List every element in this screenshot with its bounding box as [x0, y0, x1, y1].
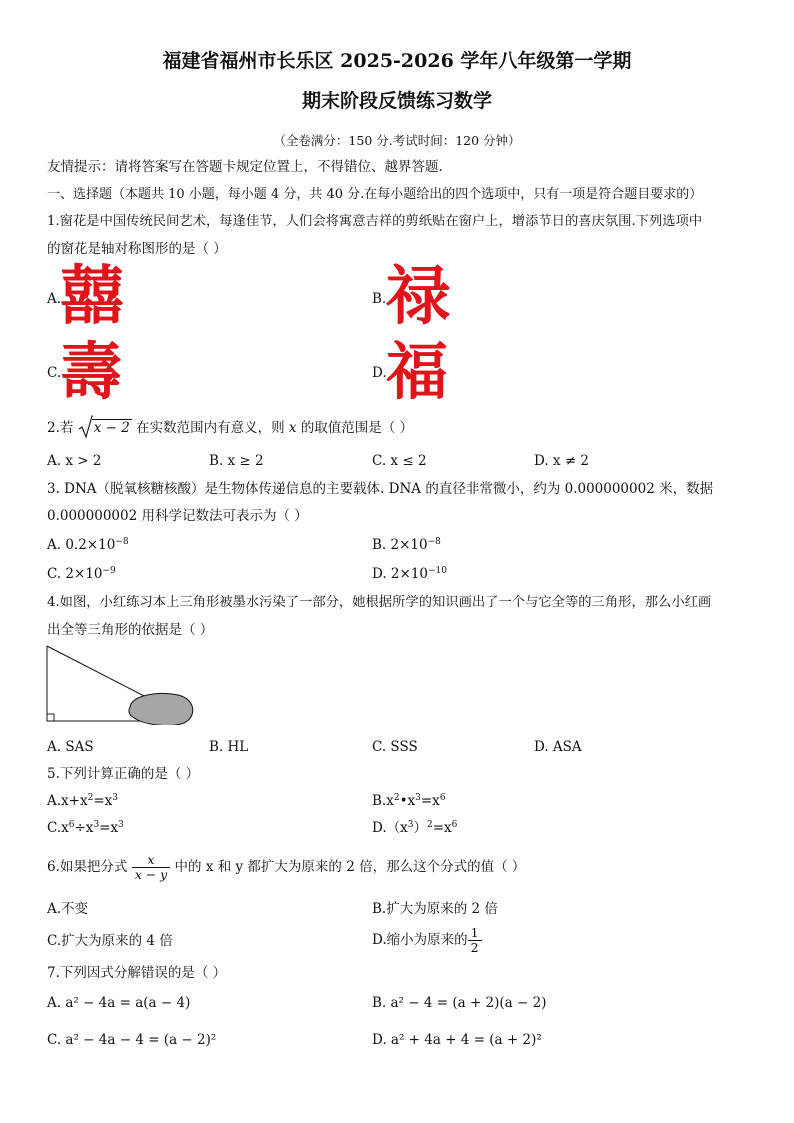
q5-option-a	[47, 792, 118, 810]
q6-option-d-text: D.缩小为原来的	[372, 932, 468, 948]
q3-option-b	[372, 536, 441, 554]
q7-option-c: C. a² − 4a − 4 = (a − 2)²	[47, 1032, 217, 1048]
q1-option-b-label: B.	[372, 291, 387, 307]
q3-option-d	[372, 565, 447, 583]
q5-option-b	[372, 792, 446, 810]
q5-option-d	[372, 819, 457, 837]
q2-option-c: C. x ≤ 2	[372, 453, 427, 469]
q3-line2: 0.000000002 用科学记数法可表示为（ ）	[47, 508, 308, 524]
q1-option-a-image: 囍	[60, 259, 124, 334]
q2-prefix: 2.若	[47, 420, 74, 436]
q5-stem: 5.下列计算正确的是（ ）	[47, 766, 200, 782]
q2-stem	[47, 419, 413, 437]
q3-option-b-exp: −8	[427, 537, 441, 547]
q3-option-c	[47, 565, 116, 583]
q2-var: x	[288, 420, 297, 436]
q5-c-5: =x	[99, 820, 119, 836]
q5-a-3: =x	[93, 793, 113, 809]
q5-c-3: ÷x	[74, 820, 94, 836]
q2-suffix: 在实数范围内有意义，则	[136, 420, 285, 436]
q1-option-c-image: 壽	[60, 335, 123, 408]
q1-option-b-image: 禄	[386, 259, 450, 334]
q5-a-4: 3	[112, 793, 118, 803]
q5-c-2: 6	[68, 820, 75, 830]
tip-text: 友情提示：请将答案写在答题卡规定位置上，不得错位、越界答题.	[47, 159, 443, 175]
q5-b-4: 3	[415, 793, 421, 803]
q7-option-b: B. a² − 4 = (a + 2)(a − 2)	[372, 995, 547, 1011]
q2-sqrt	[78, 419, 132, 437]
q5-d-3: ）	[413, 820, 427, 836]
q1-option-a-label: A.	[47, 291, 62, 307]
q3-line1: 3. DNA（脱氧核糖核酸）是生物体传递信息的主要载体. DNA 的直径非常微小，约为 0.000000002 米，数据	[47, 481, 714, 497]
q1-line2: 的窗花是轴对称图形的是（ ）	[47, 241, 227, 257]
q3-option-c-exp: −9	[102, 566, 116, 576]
q6-fraction	[132, 853, 171, 882]
q6-option-d	[372, 924, 482, 956]
q5-c-1: C.x	[47, 820, 69, 836]
q4-option-a: A. SAS	[47, 739, 94, 755]
sqrt-sign-icon	[78, 415, 93, 439]
q5-d-5: =x	[432, 820, 452, 836]
q6-prefix: 6.如果把分式	[47, 859, 128, 875]
q1-option-d-label: D.	[372, 365, 387, 381]
q5-b-2: 2	[393, 793, 400, 803]
q6-option-b: B.扩大为原来的 2 倍	[372, 901, 498, 917]
q4-line2: 出全等三角形的依据是（ ）	[47, 622, 214, 638]
q2-suffix2: 的取值范围是（ ）	[300, 420, 414, 436]
q6-frac-num: x	[132, 853, 171, 868]
q5-option-c	[47, 819, 124, 837]
q3-option-c-text: C. 2×10	[47, 566, 103, 582]
q3-option-a-exp: −8	[115, 537, 129, 547]
q7-option-d: D. a² + 4a + 4 = (a + 2)²	[372, 1032, 542, 1048]
q4-option-d: D. ASA	[534, 739, 582, 755]
page-title-line1: 福建省福州市长乐区 2025-2026 学年八年级第一学期	[162, 50, 632, 72]
q5-b-6: 6	[439, 793, 446, 803]
q6-frac-den: x − y	[134, 867, 168, 882]
q5-d-2: 3	[407, 820, 414, 830]
q1-line1: 1.窗花是中国传统民间艺术，每逢佳节，人们会将寓意吉祥的剪纸贴在窗户上，增添节日的喜庆氛围.下列选项中	[47, 214, 703, 229]
q2-option-d: D. x ≠ 2	[534, 453, 590, 469]
q2-option-b: B. x ≥ 2	[209, 453, 264, 469]
q5-c-4: 3	[93, 820, 100, 830]
q1-option-c-label: C.	[47, 365, 62, 381]
q4-line1: 4.如图，小红练习本上三角形被墨水污染了一部分，她根据所学的知识画出了一个与它全等的三角形，那么小红画	[47, 595, 712, 610]
q6-stem	[47, 850, 525, 884]
q4-option-b: B. HL	[209, 739, 249, 755]
q6-option-a: A.不变	[47, 901, 89, 917]
q3-option-a-text: A. 0.2×10	[47, 537, 116, 553]
q3-option-d-text: D. 2×10	[372, 566, 429, 582]
q6-d-frac-den: 2	[470, 940, 479, 955]
q5-d-4: 2	[426, 820, 433, 830]
q5-c-6: 3	[118, 820, 124, 830]
q5-a-1: A.x+x	[47, 793, 88, 809]
q5-d-1: D.（x	[372, 820, 408, 836]
q6-suffix: 中的 x 和 y 都扩大为原来的 2 倍，那么这个分式的值（ ）	[174, 859, 526, 875]
q5-d-6: 6	[451, 820, 458, 830]
q5-a-2: 2	[87, 793, 94, 803]
q3-option-d-exp: −10	[428, 566, 448, 576]
q2-radicand: x − 2	[93, 420, 130, 436]
triangle-figure-icon	[47, 646, 193, 725]
exam-info: （全卷满分：150 分.考试时间：120 分钟）	[273, 133, 521, 148]
q4-triangle-figure	[46, 645, 198, 725]
q6-option-d-frac	[468, 926, 482, 955]
q1-option-d-image: 福	[386, 335, 449, 408]
q2-option-a: A. x > 2	[47, 453, 102, 469]
q6-d-frac-num: 1	[468, 926, 482, 941]
page-title-line2: 期末阶段反馈练习数学	[301, 90, 492, 112]
q7-option-a: A. a² − 4a = a(a − 4)	[47, 995, 191, 1011]
q7-stem: 7.下列因式分解错误的是（ ）	[47, 965, 227, 981]
q5-b-5: =x	[420, 793, 440, 809]
q3-option-a	[47, 536, 129, 554]
q5-b-3: •x	[399, 793, 416, 809]
q3-option-b-text: B. 2×10	[372, 537, 428, 553]
q5-b-1: B.x	[372, 793, 394, 809]
q4-option-c: C. SSS	[372, 739, 418, 755]
section1-heading: 一、选择题（本题共 10 小题，每小题 4 分，共 40 分.在每小题给出的四个选项中，只有一项是符合题目要求的）	[47, 187, 703, 202]
q6-option-c: C.扩大为原来的 4 倍	[47, 933, 173, 949]
